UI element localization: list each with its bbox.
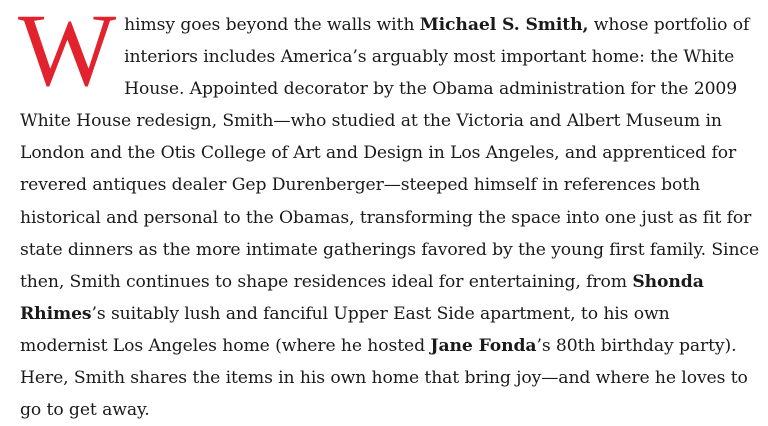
person-name-jane-fonda: Jane Fonda	[430, 335, 537, 356]
person-name-shonda-rhimes: Shonda Rhimes	[20, 271, 704, 324]
drop-cap: W	[18, 0, 117, 108]
intro-paragraph	[18, 0, 760, 426]
text-segment-4: ’s 80th birthday party). Here, Smith shares the items in his own home that bring joy—and where he loves to go to get away.	[20, 335, 748, 421]
article-body	[18, 0, 760, 426]
text-segment-2: whose portfolio of interiors includes America’s arguably most important home: the White House. Appointed decorator by the Obama administration for the 2009 White House redesign, Smith—who studied at the Victoria and Albert Museum in London and the Otis College of Art and Design in Los Angeles, and apprenticed for revered antiques dealer Gep Durenberger—steeped himself in references both historical and personal to the Obamas, transforming the space into one just as fit for state dinners as the more intimate gatherings favored by the young first family. Since then, Smith continues to shape residences ideal for entertaining, from	[20, 15, 760, 292]
person-name-michael-smith: Michael S. Smith,	[419, 15, 589, 35]
text-segment-1: himsy goes beyond the walls with	[124, 15, 420, 35]
text-segment-3: ’s suitably lush and fanciful Upper East Side apartment, to his own modernist Los Angeles home (where he hosted	[20, 303, 670, 356]
